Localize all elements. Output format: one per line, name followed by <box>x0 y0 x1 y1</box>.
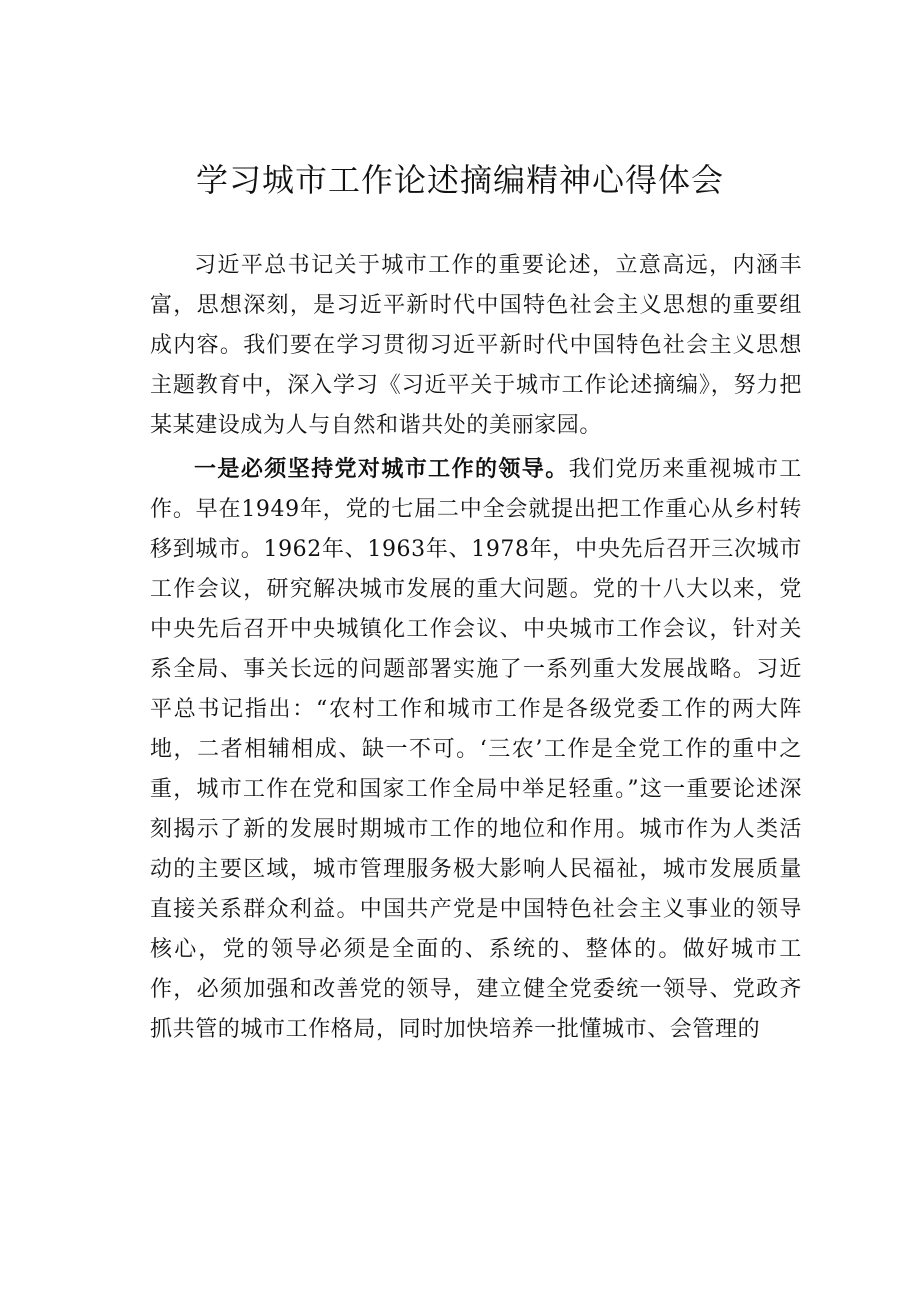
paragraph-text: 习近平总书记关于城市工作的重要论述，立意高远，内涵丰富，思想深刻，是习近平新时代中国特色社会主义思想的重要组成内容。我们要在学习贯彻习近平新时代中国特色社会主义思想主题教育中，深入学习《习近平关于城市工作论述摘编》，努力把某某建设成为人与自然和谐共处的美丽家园。 <box>150 253 802 438</box>
document-title: 学习城市工作论述摘编精神心得体会 <box>195 161 724 199</box>
document-body <box>150 246 802 1054</box>
paragraph-intro <box>150 246 802 446</box>
paragraph-point-one <box>150 450 802 1050</box>
paragraph-lead: 一是必须坚持党对城市工作的领导。 <box>194 457 569 482</box>
paragraph-text: 我们党历来重视城市工作。早在1949年，党的七届二中全会就提出把工作重心从乡村转移到城市。1962年、1963年、1978年，中央先后召开三次城市工作会议，研究解决城市发展的重大问题。党的十八大以来，党中央先后召开中央城镇化工作会议、中央城市工作会议，针对关系全局、事关长远的问题部署实施了一系列重大发展战略。习近平总书记指出：“农村工作和城市工作是各级党委工作的两大阵地，二者相辅相成、缺一不可。‘三农’工作是全党工作的重中之重，城市工作在党和国家工作全局中举足轻重。”这一重要论述深刻揭示了新的发展时期城市工作的地位和作用。城市作为人类活动的主要区域，城市管理服务极大影响人民福祉，城市发展质量直接关系群众利益。中国共产党是中国特色社会主义事业的领导核心，党的领导必须是全面的、系统的、整体的。做好城市工作，必须加强和改善党的领导，建立健全党委统一领导、党政齐抓共管的城市工作格局，同时加快培养一批懂城市、会管理的 <box>150 457 802 1042</box>
